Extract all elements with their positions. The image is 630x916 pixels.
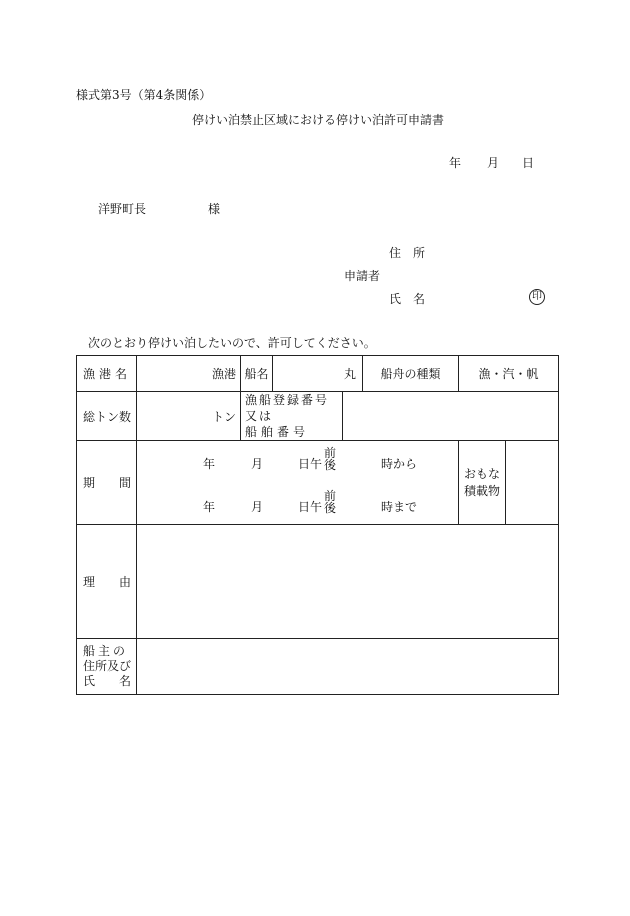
page-title: 停けい泊禁止区域における停けい泊許可申請書 [192, 113, 445, 127]
period-cell[interactable] [137, 441, 459, 525]
period-to-tail: 時まで [381, 500, 418, 514]
period-from-ampm [324, 447, 336, 471]
date-day: 日 [522, 156, 535, 170]
period-to-am: 前 [324, 489, 337, 503]
ship-name-label: 船名 [241, 356, 273, 392]
registration-label-line1: 漁船登録番号又は [245, 393, 330, 423]
cargo-label-line2: 積載物 [464, 483, 501, 498]
cargo-label-line1: おもな [464, 466, 501, 481]
period-to-day: 日午 [298, 500, 323, 514]
port-name-cell[interactable] [137, 356, 241, 392]
cargo-label [459, 441, 506, 525]
ship-name-suffix: 丸 [344, 367, 357, 381]
owner-label [77, 639, 137, 695]
registration-label-line2: 船舶番号 [245, 425, 310, 439]
addressee-honorific: 様 [208, 202, 221, 216]
period-label: 期 間 [77, 441, 137, 525]
intro-text: 次のとおり停けい泊したいので、許可してください。 [88, 336, 376, 350]
period-to-year: 年 [203, 500, 216, 514]
period-from-tail: 時から [381, 457, 418, 471]
period-to-pm: 後 [324, 501, 337, 515]
tonnage-suffix: トン [211, 409, 236, 424]
reason-cell[interactable] [137, 525, 559, 639]
application-table [76, 355, 559, 695]
registration-label [241, 392, 343, 441]
addressee-name: 洋野町長 [98, 202, 147, 216]
period-to-month: 月 [251, 500, 264, 514]
period-from-year: 年 [203, 457, 216, 471]
owner-label-line1: 船主の [83, 644, 129, 658]
period-to-ampm [324, 490, 336, 514]
form-number: 様式第3号（第4条関係） [76, 88, 212, 102]
period-from-am: 前 [324, 446, 337, 460]
applicant-label: 申請者 [344, 269, 381, 283]
owner-cell[interactable] [137, 639, 559, 695]
vessel-type-label: 船舟の種類 [363, 356, 459, 392]
seal-mark: 印 [529, 289, 545, 305]
applicant-address-label: 住 所 [389, 246, 426, 260]
date-year: 年 [449, 156, 462, 170]
period-from-month: 月 [251, 457, 264, 471]
vessel-type-value[interactable]: 漁・汽・帆 [459, 356, 559, 392]
tonnage-label: 総トン数 [77, 392, 137, 441]
ship-name-cell[interactable] [273, 356, 363, 392]
owner-label-line3: 氏 名 [83, 674, 132, 688]
period-from-pm: 後 [324, 458, 337, 472]
applicant-name-label: 氏 名 [389, 292, 426, 306]
cargo-cell[interactable] [506, 441, 559, 525]
owner-label-line2: 住所及び [83, 659, 132, 673]
reason-label: 理 由 [77, 525, 137, 639]
port-suffix: 漁港 [211, 367, 236, 381]
date-month: 月 [487, 156, 500, 170]
period-from-day: 日午 [298, 457, 323, 471]
registration-number-cell[interactable] [343, 392, 559, 441]
port-name-label: 漁港名 [77, 356, 137, 392]
tonnage-cell[interactable] [137, 392, 241, 441]
